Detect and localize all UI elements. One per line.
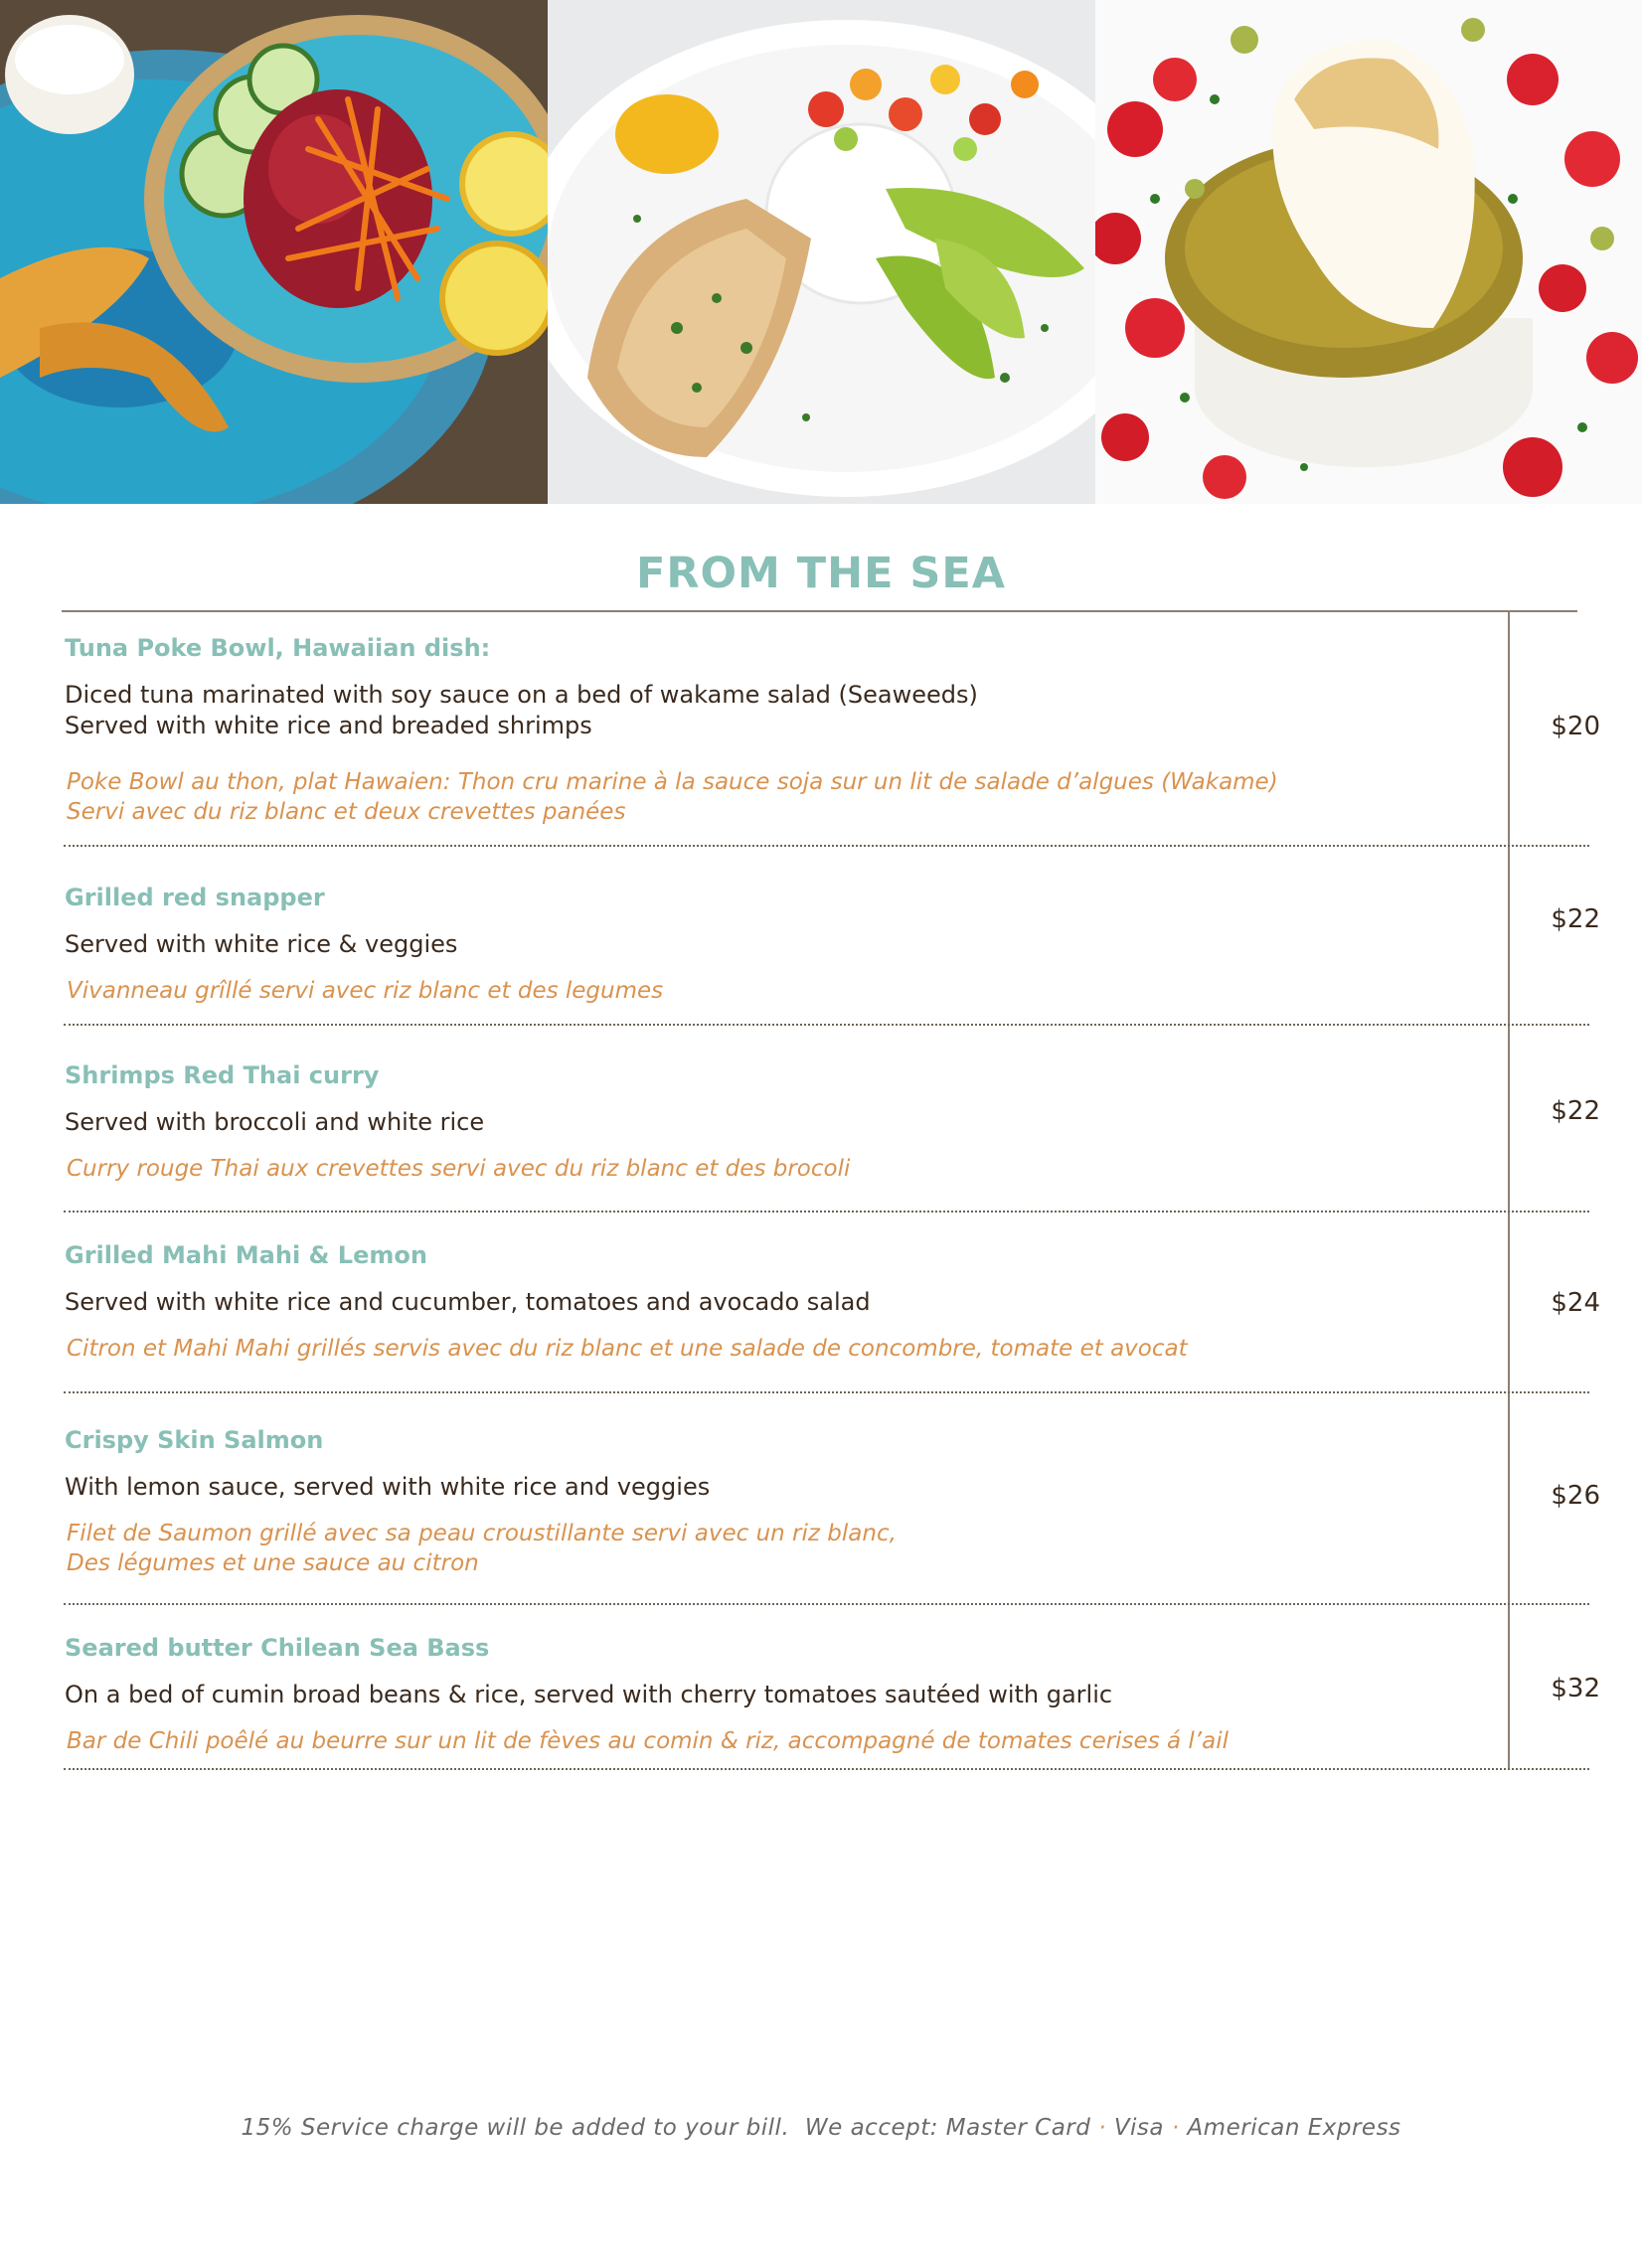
dish-name: Grilled Mahi Mahi & Lemon [65, 1241, 427, 1269]
section-title: FROM THE SEA [635, 549, 1007, 598]
item-separator [64, 1211, 1589, 1213]
item-separator [64, 1024, 1589, 1026]
card-mastercard: Master Card [945, 2115, 1091, 2141]
item-separator [64, 845, 1589, 847]
photo-strip [0, 0, 1642, 504]
grilled-fish-rice-photo [548, 0, 1095, 504]
dish-name: Crispy Skin Salmon [65, 1426, 324, 1454]
dish-description: Served with white rice and cucumber, tomatoes and avocado salad [65, 1288, 871, 1316]
dish-description-french: Curry rouge Thai aux crevettes servi avec du riz blanc et des brocoli [67, 1156, 851, 1182]
card-visa: Visa [1113, 2115, 1165, 2141]
separator-dot: · [1171, 2115, 1180, 2141]
dish-name: Shrimps Red Thai curry [65, 1061, 380, 1089]
title-divider [62, 610, 1577, 612]
dish-price: $26 [1551, 1481, 1600, 1511]
item-separator [64, 1603, 1589, 1605]
dish-price: $22 [1551, 904, 1600, 934]
dish-price: $32 [1551, 1674, 1600, 1703]
dish-description: Served with broccoli and white rice [65, 1108, 485, 1136]
dish-price: $22 [1551, 1096, 1600, 1126]
dish-name: Seared butter Chilean Sea Bass [65, 1634, 490, 1662]
sea-bass-photo [1095, 0, 1642, 504]
item-separator [64, 1391, 1589, 1393]
service-charge-text: 15% Service charge will be added to your bill. We accept: [241, 2115, 946, 2141]
dish-price: $20 [1551, 712, 1600, 741]
footer-note [0, 2115, 1642, 2141]
dish-description: Served with white rice & veggies [65, 930, 458, 958]
dish-description-french: Filet de Saumon grillé avec sa peau croustillante servi avec un riz blanc, Des légumes et une sauce au citron [67, 1521, 897, 1576]
dish-name: Grilled red snapper [65, 884, 325, 911]
dish-description: Diced tuna marinated with soy sauce on a bed of wakame salad (Seaweeds) Served with white rice and breaded shrimps [65, 681, 978, 739]
card-amex: American Express [1187, 2115, 1401, 2141]
tuna-poke-bowl-photo [0, 0, 548, 504]
price-column-divider [1508, 610, 1510, 1769]
dish-price: $24 [1551, 1288, 1600, 1318]
dish-description: With lemon sauce, served with white rice and veggies [65, 1473, 711, 1501]
dish-name: Tuna Poke Bowl, Hawaiian dish: [65, 634, 491, 662]
dish-description-french: Vivanneau grîllé servi avec riz blanc et des legumes [67, 978, 664, 1004]
dish-description-french: Poke Bowl au thon, plat Hawaien: Thon cru marine à la sauce soja sur un lit de salade d’algues (Wakame) Servi avec du riz blanc et deux crevettes panées [67, 769, 1278, 825]
dish-description-french: Citron et Mahi Mahi grillés servis avec du riz blanc et une salade de concombre, tomate et avocat [67, 1336, 1188, 1362]
dish-description-french: Bar de Chili poêlé au beurre sur un lit de fèves au comin & riz, accompagné de tomates cerises á l’ail [67, 1728, 1229, 1754]
item-separator [64, 1768, 1589, 1770]
dish-description: On a bed of cumin broad beans & rice, served with cherry tomatoes sautéed with garlic [65, 1681, 1113, 1708]
separator-dot: · [1098, 2115, 1106, 2141]
